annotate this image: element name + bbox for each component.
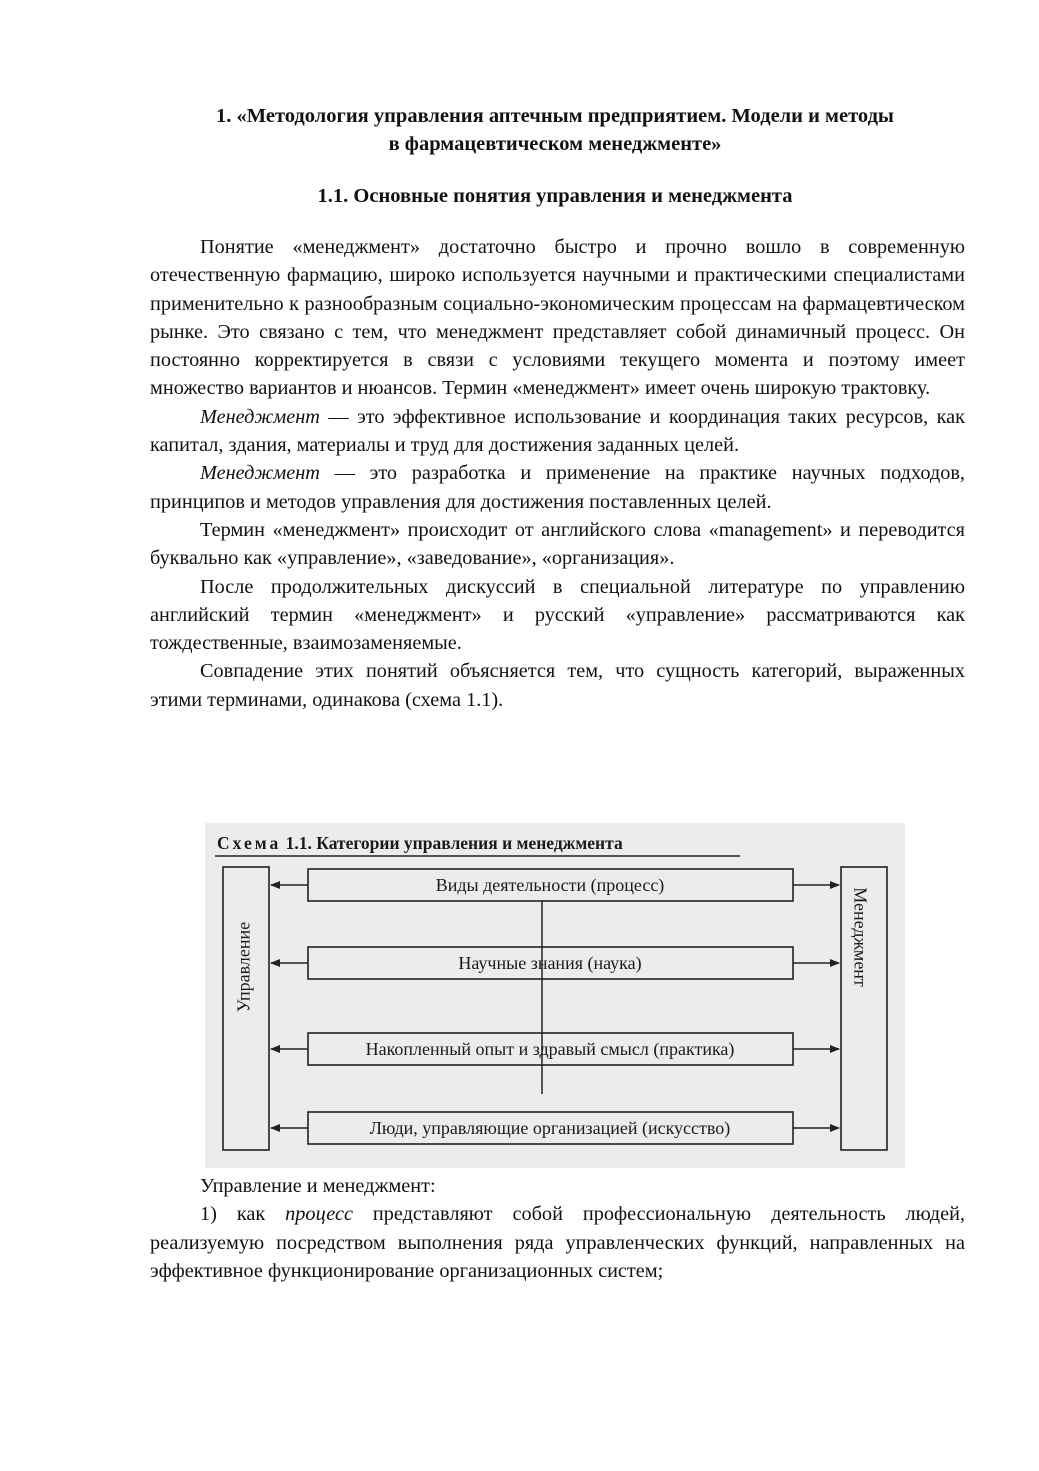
body-text — [150, 233, 965, 714]
term-process: процесс — [285, 1203, 353, 1226]
title-line-2: в фармацевтическом менеджменте» — [388, 133, 722, 155]
paragraph-1: Понятие «менеджмент» достаточно быстро и прочно вошло в современную отечественную фармацию, широко используется научными и практическими специалистами применительно к разнообразным социально-экономическим процессам на фармацевтическом рынке. Это связано с тем, что менеджмент представляет собой динамичный процесс. Он постоянно корректируется в связи с условиями текущего момента и поэтому имеет множество вариантов и нюансов. Термин «менеджмент» имеет очень широкую трактовку. — [150, 236, 965, 400]
document-title — [130, 102, 980, 158]
term-management: Менеджмент — [200, 462, 320, 485]
paragraph-8-text: представляют собой профессиональную деятельность людей, реализуемую посредством выполнения ряда управленческих функций, направленных на эффективное функционирование организационных систем; — [150, 1203, 965, 1282]
title-line-1: 1. «Методология управления аптечным предприятием. Модели и методы — [216, 105, 894, 127]
box-label-process: Виды деятельности (процесс) — [435, 875, 665, 895]
paragraph-2 — [150, 403, 965, 460]
scheme-caption-text: 1.1. Категории управления и менеджмента — [285, 833, 623, 853]
paragraph-5: После продолжительных дискуссий в специальной литературе по управлению английский термин «менеджмент» и русский «управление» рассматриваются как тождественные, взаимозаменяемые. — [150, 575, 965, 655]
box-label-science: Научные знания (наука) — [458, 953, 642, 973]
paragraph-3 — [150, 459, 965, 516]
box-label-practice: Накопленный опыт и здравый смысл (практика) — [365, 1039, 735, 1059]
paragraph-4: Термин «менеджмент» происходит от английского слова «management» и переводится буквально как «управление», «заведование», «организация». — [150, 518, 965, 570]
paragraph-3-text: — это разработка и применение на практике научных подходов, принципов и методов управления для достижения поставленных целей. — [150, 462, 965, 513]
paragraph-8 — [150, 1200, 965, 1285]
section-heading: 1.1. Основные понятия управления и менеджмента — [317, 185, 793, 207]
box-label-art: Люди, управляющие организацией (искусство) — [369, 1118, 731, 1138]
paragraph-6: Совпадение этих понятий объясняется тем, что сущность категорий, выраженных этими терминами, одинакова (схема 1.1). — [150, 660, 965, 711]
scheme-caption-label: Схема — [217, 833, 282, 853]
right-column-label: Менеджмент — [850, 887, 871, 987]
scheme-caption — [217, 833, 623, 854]
scheme-figure — [205, 823, 905, 1168]
paragraph-2-text: — это эффективное использование и координация таких ресурсов, как капитал, здания, материалы и труд для достижения заданных целей. — [150, 405, 965, 457]
term-management: Менеджмент — [200, 405, 320, 428]
paragraph-7: Управление и менеджмент: — [200, 1175, 436, 1197]
left-column — [219, 867, 269, 1150]
body-text-continued — [150, 1172, 965, 1285]
paragraph-8-prefix: 1) как — [200, 1203, 286, 1226]
right-column — [835, 867, 885, 1150]
left-column-label: Управление — [233, 921, 254, 1013]
